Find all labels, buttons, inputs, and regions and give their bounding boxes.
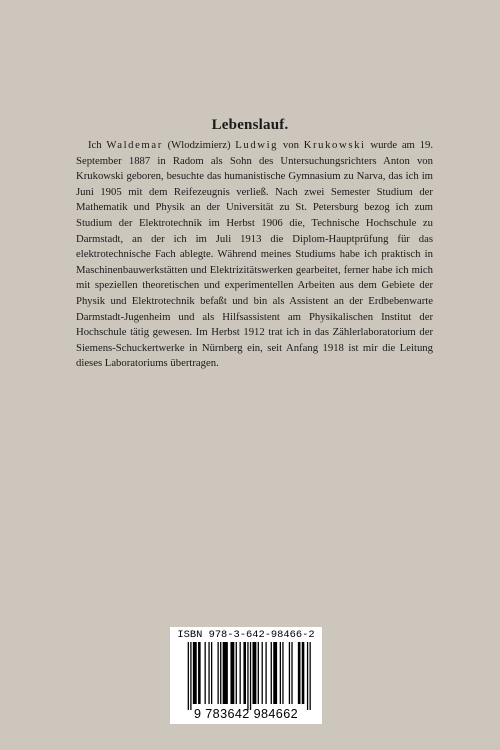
barcode-bar	[258, 642, 259, 704]
barcode-bar	[280, 642, 281, 704]
spaced-name: Krukowski	[303, 139, 366, 151]
barcode-bar	[236, 642, 237, 704]
barcode-bar	[211, 642, 212, 704]
barcode-bar	[243, 642, 246, 704]
barcode-bar	[302, 642, 305, 704]
barcode-bar	[271, 642, 272, 704]
bio-text: wurde am 19. September 1887 in Radom als Sohn des Untersuchungsrichters Anton von Krukowski geboren, besuchte das humanistische Gymnasium zu Narva, das ich im Juni 1905 mit dem Reifezeugnis verließ. Nach zwei Semester Studium der Mathematik und Physik an der Universität zu St. Petersburg bezog ich zum Studium der Elektrotechnik im Herbst 1906 die, Technische Hochschule zu Darmstadt, an der ich im Juli 1913 die Diplom-Hauptprüfung für das elektrotechnische Fach ablegte. Während meines Studiums habe ich praktisch in Maschinenbauwerkstätten und Elektrizitätswerken gearbeitet, ferner habe ich mich mit speziellen theoretischen und experimentellen Arbeiten aus dem Gebiete der Physik und Elektrotechnik befaßt und bin als Assistent an der Erdbebenwarte Darmstadt-Jugenheim und als Hilfsassistent am Physikalischen Institut der Hochschule tätig gewesen. Im Herbst 1912 trat ich in das Zählerlaboratorium der Siemens-Schuckertwerke in Nürnberg ein, seit Anfang 1918 ist mir die Leitung dieses Laboratoriums übertragen.	[76, 139, 433, 370]
barcode-bar	[205, 642, 206, 704]
barcode-guard-bar	[250, 642, 251, 710]
barcode-bar	[220, 642, 221, 704]
barcode-guard-bar	[188, 642, 189, 710]
barcode-bar	[289, 642, 290, 704]
barcode-bars	[176, 642, 316, 710]
barcode-bar	[198, 642, 201, 704]
barcode-digits: 9 783642 984662	[193, 707, 299, 721]
barcode-bar	[252, 642, 256, 704]
barcode-guard-bar	[307, 642, 308, 710]
spaced-name: Waldemar	[106, 139, 163, 151]
barcode-bar	[240, 642, 241, 704]
isbn-barcode	[170, 627, 322, 724]
barcode-guard-bar	[190, 642, 191, 710]
barcode-bar	[217, 642, 218, 704]
biography-paragraph	[76, 138, 433, 372]
barcode-guard-bar	[247, 642, 248, 710]
barcode-bar	[265, 642, 266, 704]
isbn-label: ISBN 978-3-642-98466-2	[177, 629, 315, 641]
barcode-bar	[291, 642, 292, 704]
bio-text: von	[278, 139, 304, 151]
bio-text: (Wlodzimierz)	[162, 139, 236, 151]
barcode-bar	[273, 642, 277, 704]
barcode-bar	[223, 642, 228, 704]
barcode-bar	[230, 642, 234, 704]
barcode-bar	[262, 642, 263, 704]
page-title: Lebenslauf.	[211, 117, 289, 133]
barcode-bar	[282, 642, 283, 704]
spaced-name: Ludwig	[235, 139, 279, 151]
barcode-guard-bar	[310, 642, 311, 710]
barcode-bar	[208, 642, 209, 704]
barcode-bar	[193, 642, 197, 704]
bio-text: Ich	[88, 139, 107, 151]
barcode-bar	[298, 642, 301, 704]
